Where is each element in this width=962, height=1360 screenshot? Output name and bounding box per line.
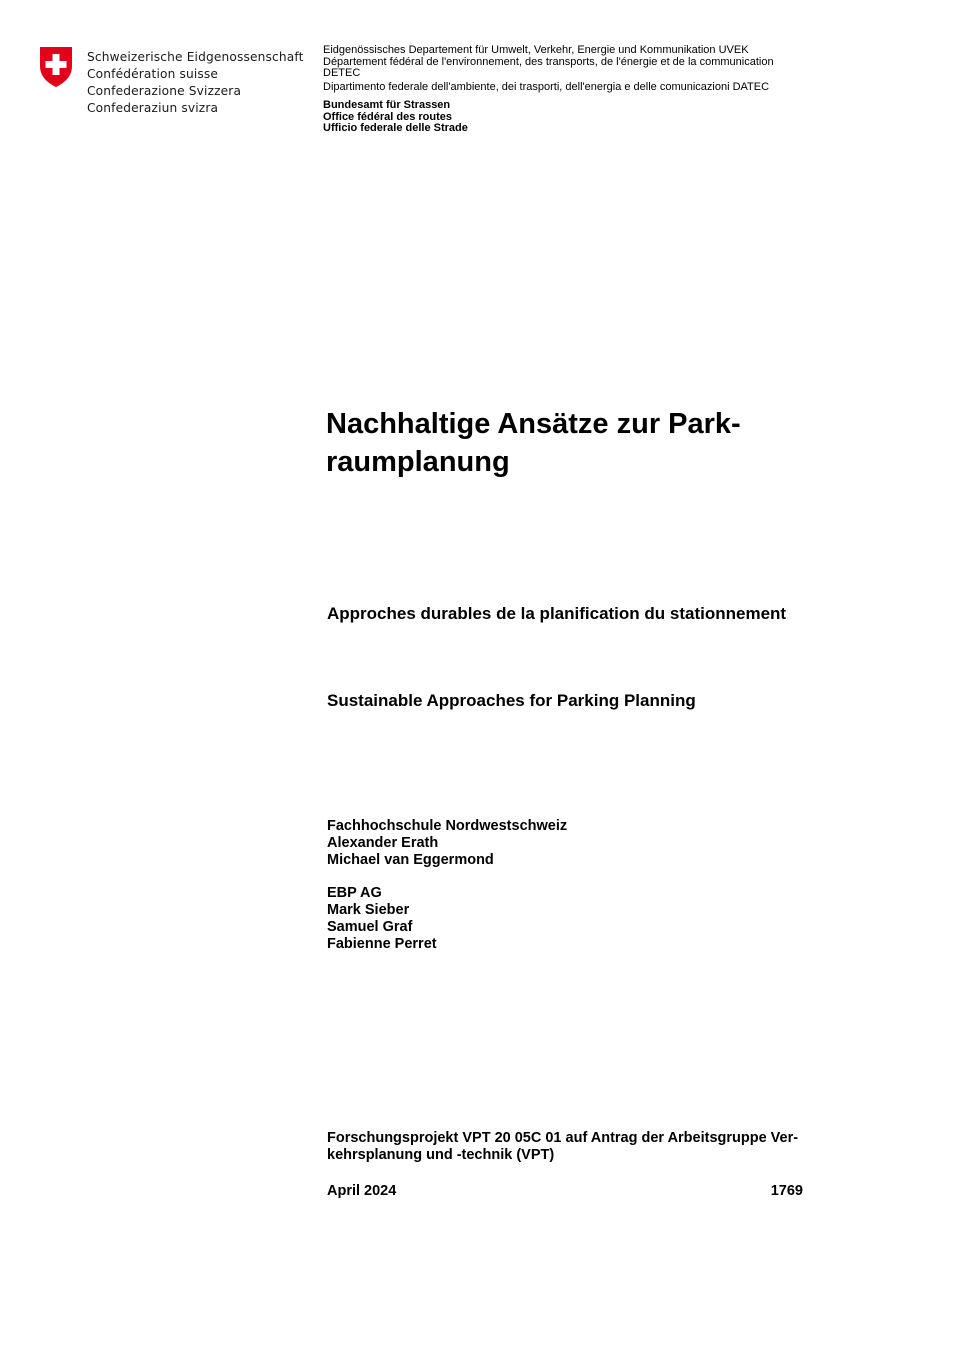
confederation-name-de: Schweizerische Eidgenossenschaft: [87, 50, 304, 64]
office-fr: Office fédéral des routes: [323, 110, 452, 123]
swiss-crest-icon: [38, 46, 74, 88]
crest-cross-horizontal: [46, 61, 67, 68]
department-de: Eidgenössisches Departement für Umwelt, Verkehr, Energie und Kommunikation UVEK: [323, 44, 749, 56]
author-name: Mark Sieber: [327, 902, 410, 918]
report-number: 1769: [770, 1183, 803, 1199]
report-title: [326, 405, 846, 481]
confederation-name-fr: Confédération suisse: [87, 67, 219, 81]
confederation-name-it: Confederazione Svizzera: [87, 84, 242, 98]
federal-office: [323, 100, 468, 135]
department-fr-line1: Département fédéral de l'environnement, des transports, de l'énergie et de la communication: [323, 55, 774, 68]
office-de: Bundesamt für Strassen: [323, 99, 451, 111]
institution-name: EBP AG: [327, 885, 382, 901]
research-project: [327, 1130, 807, 1164]
report-title-line2: raumplanung: [326, 446, 510, 478]
department-it: Dipartimento federale dell'ambiente, dei trasporti, dell'energia e delle comunicazioni DATEC: [323, 80, 770, 93]
institution-name: Fachhochschule Nordwestschweiz: [327, 818, 568, 834]
subtitle-english: Sustainable Approaches for Parking Planning: [327, 691, 696, 710]
subtitle-french: Approches durables de la planification du stationnement: [327, 604, 787, 623]
report-title-line1: Nachhaltige Ansätze zur Park-: [326, 408, 741, 440]
author-name: Samuel Graf: [327, 919, 413, 935]
publication-date: April 2024: [327, 1183, 397, 1199]
research-project-line2: kehrsplanung und -technik (VPT): [327, 1147, 555, 1163]
confederation-names: [87, 49, 304, 117]
author-group-ebp: [327, 885, 437, 953]
department-fr-line2: DETEC: [323, 67, 361, 79]
author-name: Alexander Erath: [327, 835, 439, 851]
department-header: [323, 45, 843, 93]
author-name: Fabienne Perret: [327, 936, 437, 952]
author-group-fhnw: [327, 818, 567, 869]
office-it: Ufficio federale delle Strade: [323, 122, 468, 135]
confederation-name-rm: Confederaziun svizra: [87, 101, 219, 115]
research-project-line1: Forschungsprojekt VPT 20 05C 01 auf Antrag der Arbeitsgruppe Ver-: [327, 1130, 799, 1146]
author-name: Michael van Eggermond: [327, 852, 494, 868]
